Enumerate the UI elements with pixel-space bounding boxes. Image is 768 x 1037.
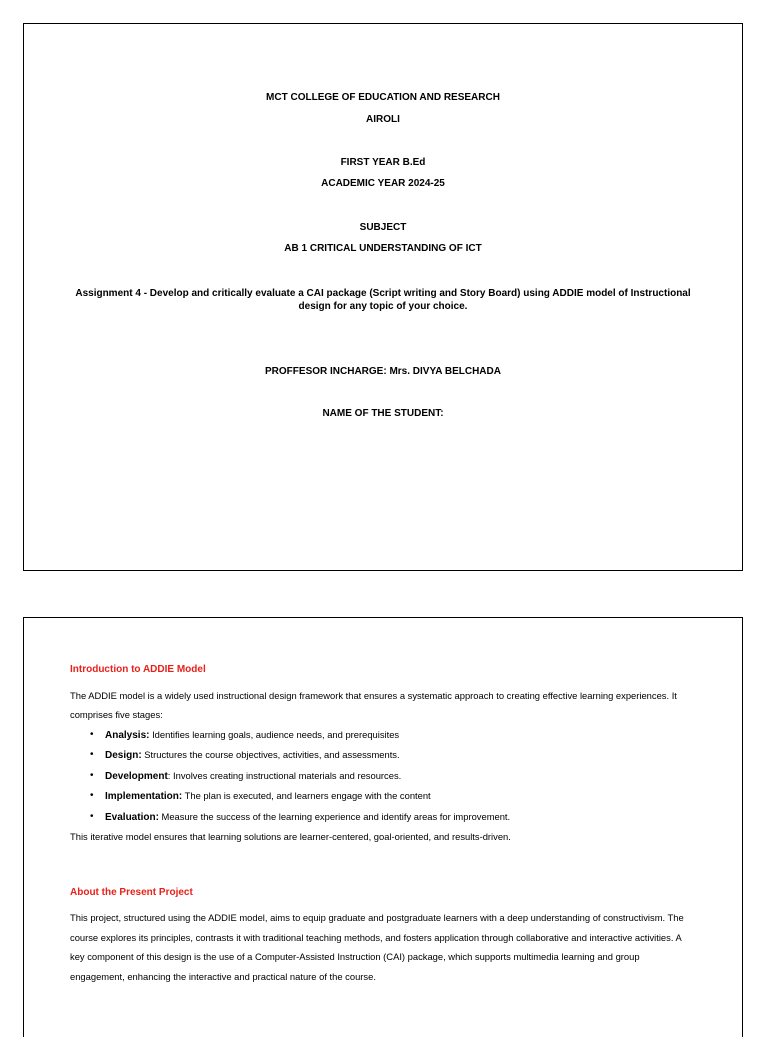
stage-desc: Identifies learning goals, audience needs, and prerequisites xyxy=(149,728,400,740)
stage-term: Analysis: xyxy=(105,729,150,741)
bullet-icon: • xyxy=(90,749,94,760)
bullet-icon: • xyxy=(90,728,94,740)
list-item xyxy=(90,745,696,766)
list-item xyxy=(90,766,696,787)
list-item xyxy=(90,807,696,828)
stage-desc: : Involves creating instructional materials and resources. xyxy=(167,769,402,781)
student-name: NAME OF THE STUDENT: xyxy=(322,408,444,419)
project-paragraph: This project, structured using the ADDIE model, aims to equip graduate and postgraduate learners with a deep understanding of constructivism. The course explores its principles, contrasts it with traditional teaching methods, and fosters application through collaborative and interactive activities. A key component of this design is the use of a Computer-Assisted Instruction (CAI) package, which supports multimedia learning and group engagement, enhancing the interactive and practical nature of the course. xyxy=(70,912,684,982)
bullet-icon: • xyxy=(90,769,94,781)
academic-year: ACADEMIC YEAR 2024-25 xyxy=(321,178,445,189)
intro-conclusion: This iterative model ensures that learning solutions are learner-centered, goal-oriented, and results-driven. xyxy=(70,831,511,842)
college-location: AIROLI xyxy=(366,114,400,125)
stages-list xyxy=(70,725,696,828)
stage-term: Implementation: xyxy=(105,791,183,802)
stage-term: Evaluation: xyxy=(105,811,159,823)
content-body xyxy=(24,618,742,986)
course-year: FIRST YEAR B.Ed xyxy=(340,157,426,168)
cover-page xyxy=(23,23,743,571)
stage-desc: Measure the success of the learning experience and identify areas for improvement. xyxy=(158,810,511,822)
stage-desc: Structures the course objectives, activities, and assessments. xyxy=(141,749,400,760)
project-heading: About the Present Project xyxy=(70,886,193,898)
stage-term: Development xyxy=(105,770,168,782)
subject-label: SUBJECT xyxy=(359,222,407,233)
intro-paragraph: The ADDIE model is a widely used instructional design framework that ensures a systematic approach to creating effective learning experiences. It comprises five stages: xyxy=(70,689,677,720)
intro-heading: Introduction to ADDIE Model xyxy=(70,664,206,675)
stage-term: Design: xyxy=(105,750,142,761)
professor-incharge: PROFFESOR INCHARGE: Mrs. DIVYA BELCHADA xyxy=(265,366,501,377)
subject-name: AB 1 CRITICAL UNDERSTANDING OF ICT xyxy=(284,243,482,254)
list-item xyxy=(90,725,696,746)
assignment-title: Assignment 4 - Develop and critically evaluate a CAI package (Script writing and Story Board) using ADDIE model of Instructional design for any topic of your choice. xyxy=(75,288,691,312)
bullet-icon: • xyxy=(90,810,94,822)
bullet-icon: • xyxy=(90,790,94,801)
stage-desc: The plan is executed, and learners engage with the content xyxy=(182,790,431,801)
list-item xyxy=(90,786,696,807)
college-name: MCT COLLEGE OF EDUCATION AND RESEARCH xyxy=(266,92,500,103)
content-page xyxy=(23,617,743,1037)
